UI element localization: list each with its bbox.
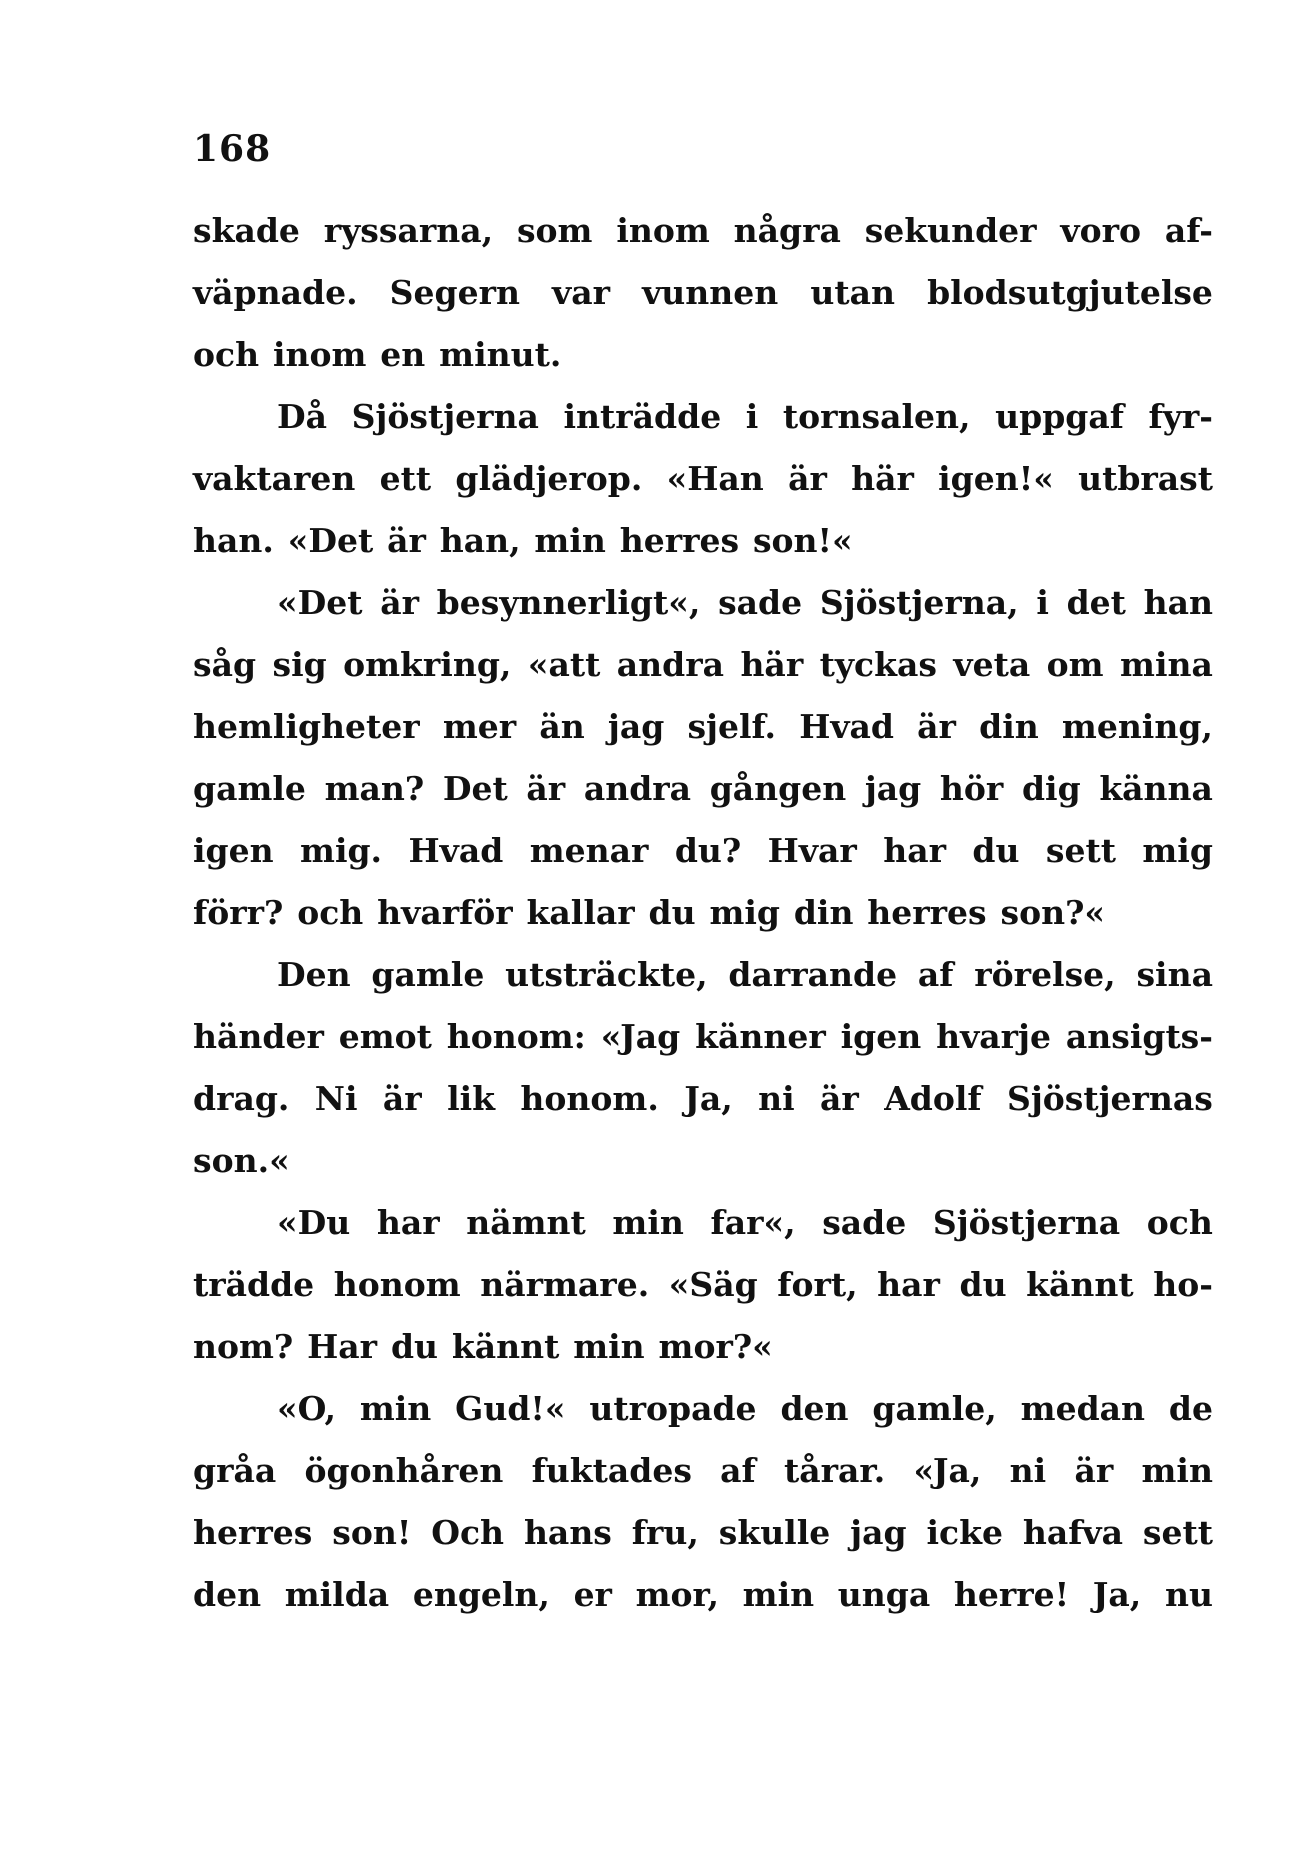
text-line: [193, 1130, 1213, 1192]
text-word: nom?: [193, 1327, 294, 1366]
text-word: tårar.: [783, 1451, 886, 1490]
text-word: son!: [332, 1513, 412, 1552]
text-word: här: [740, 645, 804, 684]
text-word: är: [1074, 1451, 1114, 1490]
text-word: förr?: [193, 893, 284, 932]
text-word: en: [380, 335, 426, 374]
text-word: mig: [1142, 831, 1213, 870]
text-word: besynnerligt«,: [436, 583, 701, 622]
text-word: Gud!«: [455, 1389, 566, 1428]
text-line: [193, 1564, 1213, 1626]
text-word: jag: [850, 1513, 907, 1552]
text-word: herres: [619, 521, 740, 560]
text-word: andra: [616, 645, 724, 684]
text-word: de: [1168, 1389, 1213, 1428]
text-word: om: [1046, 645, 1104, 684]
text-word: ho-: [1153, 1265, 1213, 1304]
text-word: ett: [379, 459, 432, 498]
text-word: sig: [272, 645, 327, 684]
text-word: jag: [607, 707, 665, 746]
text-word: Sjöstjerna: [932, 1203, 1121, 1242]
text-line: [193, 696, 1213, 758]
text-word: den: [780, 1389, 849, 1428]
text-word: är: [387, 521, 426, 560]
text-line: [193, 634, 1213, 696]
text-word: gamle,: [872, 1389, 997, 1428]
text-word: igen!«: [938, 459, 1054, 498]
text-word: och: [193, 335, 260, 374]
text-word: Det: [442, 769, 508, 808]
text-word: det: [1066, 583, 1126, 622]
text-word: inom: [272, 335, 367, 374]
text-word: sina: [1136, 955, 1213, 994]
text-word: du: [972, 831, 1020, 870]
text-word: väpnade.: [193, 273, 358, 312]
text-line: [193, 1502, 1213, 1564]
text-word: han,: [439, 521, 521, 560]
text-word: ansigts-: [1065, 1017, 1213, 1056]
text-word: «Ja,: [913, 1451, 982, 1490]
text-word: inträdde: [563, 397, 722, 436]
text-word: veta: [953, 645, 1031, 684]
text-line: [193, 324, 1213, 386]
text-word: af: [917, 955, 954, 994]
text-word: er: [573, 1575, 612, 1614]
text-word: af: [720, 1451, 756, 1490]
text-word: din: [979, 707, 1039, 746]
text-word: gamle: [193, 769, 306, 808]
text-word: blodsutgjutelse: [927, 273, 1213, 312]
text-word: Har: [307, 1327, 378, 1366]
text-word: Segern: [389, 273, 520, 312]
text-word: far«,: [710, 1203, 796, 1242]
text-word: jag: [864, 769, 922, 808]
text-word: min: [534, 521, 606, 560]
text-word: herre!: [953, 1575, 1070, 1614]
text-word: unga: [837, 1575, 931, 1614]
text-word: Adolf: [884, 1079, 982, 1118]
text-line: [193, 1378, 1213, 1440]
text-word: darrande: [728, 955, 898, 994]
text-word: dig: [1021, 769, 1081, 808]
text-word: trädde: [193, 1265, 315, 1304]
text-word: har: [883, 831, 946, 870]
text-word: nämnt: [466, 1203, 586, 1242]
text-word: Och: [431, 1513, 505, 1552]
text-word: mer: [442, 707, 517, 746]
text-word: utropade: [589, 1389, 757, 1428]
text-word: uppgaf: [995, 397, 1124, 436]
text-word: Ja,: [1092, 1575, 1142, 1614]
text-word: kallar: [526, 893, 635, 932]
text-word: «Jag: [600, 1017, 681, 1056]
text-word: «Det: [287, 521, 374, 560]
text-word: hafva: [1022, 1513, 1123, 1552]
text-word: vaktaren: [193, 459, 356, 498]
text-word: som: [516, 211, 593, 250]
text-line: [193, 1440, 1213, 1502]
text-word: sjelf.: [687, 707, 777, 746]
text-word: min: [1141, 1451, 1213, 1490]
text-word: han.: [193, 521, 274, 560]
text-word: Hvad: [408, 831, 504, 870]
text-word: mor?«: [658, 1327, 773, 1366]
text-word: några: [733, 211, 841, 250]
text-word: den: [193, 1575, 262, 1614]
text-word: är: [382, 1079, 422, 1118]
text-line: [193, 820, 1213, 882]
text-word: ni: [758, 1079, 795, 1118]
text-word: «Säg: [668, 1265, 758, 1304]
text-word: «att: [527, 645, 601, 684]
text-line: [193, 1316, 1213, 1378]
text-word: engeln,: [412, 1575, 550, 1614]
text-word: han: [1143, 583, 1213, 622]
text-word: menar: [529, 831, 649, 870]
text-line: [193, 262, 1213, 324]
text-word: skade: [193, 211, 300, 250]
text-word: skulle: [718, 1513, 831, 1552]
text-word: honom:: [446, 1017, 586, 1056]
text-word: du: [648, 893, 696, 932]
text-word: hvarför: [377, 893, 513, 932]
text-line: [193, 386, 1213, 448]
text-word: emot: [338, 1017, 432, 1056]
text-word: glädjerop.: [455, 459, 643, 498]
text-word: hör: [939, 769, 1004, 808]
text-word: min: [359, 1389, 432, 1428]
text-word: ryssarna,: [323, 211, 494, 250]
text-word: son!«: [752, 521, 853, 560]
text-word: och: [297, 893, 364, 932]
text-word: hemligheter: [193, 707, 420, 746]
text-word: «Det: [277, 583, 363, 622]
text-word: sett: [1045, 831, 1116, 870]
text-line: [193, 758, 1213, 820]
text-line: [193, 1068, 1213, 1130]
text-word: Ja,: [684, 1079, 733, 1118]
text-word: händer: [193, 1017, 324, 1056]
text-word: och: [1146, 1203, 1213, 1242]
text-word: fuktades: [531, 1451, 692, 1490]
text-word: minut.: [439, 335, 562, 374]
text-word: son?«: [1000, 893, 1106, 932]
text-word: sett: [1142, 1513, 1213, 1552]
text-word: har: [877, 1265, 940, 1304]
body-text: [193, 200, 1213, 1626]
text-word: herres: [867, 893, 987, 932]
text-word: Hvar: [767, 831, 857, 870]
text-word: fort,: [777, 1265, 858, 1304]
text-word: är: [788, 459, 827, 498]
text-word: medan: [1020, 1389, 1146, 1428]
text-word: Sjöstjernas: [1007, 1079, 1213, 1118]
text-word: omkring,: [343, 645, 512, 684]
text-word: fru,: [631, 1513, 699, 1552]
text-word: såg: [193, 645, 257, 684]
text-word: är: [820, 1079, 859, 1118]
text-word: icke: [926, 1513, 1003, 1552]
text-word: har: [376, 1203, 440, 1242]
text-word: Då: [277, 397, 327, 436]
text-word: gamle: [371, 955, 485, 994]
text-word: utsträckte,: [505, 955, 708, 994]
text-line: [193, 1254, 1213, 1316]
text-word: är: [526, 769, 566, 808]
text-word: är: [380, 583, 419, 622]
text-line: [193, 1192, 1213, 1254]
text-word: i: [1036, 583, 1049, 622]
text-word: min: [742, 1575, 815, 1614]
text-word: igen: [840, 1017, 922, 1056]
text-line: [193, 882, 1213, 944]
text-word: din: [793, 893, 854, 932]
text-word: sade: [822, 1203, 907, 1242]
text-word: ögonhåren: [304, 1451, 504, 1490]
text-word: var: [552, 273, 610, 312]
text-word: honom: [333, 1265, 461, 1304]
text-word: vunnen: [642, 273, 779, 312]
text-word: inom: [616, 211, 710, 250]
text-line: [193, 200, 1213, 262]
text-word: Hvad: [799, 707, 894, 746]
text-word: man?: [324, 769, 425, 808]
text-word: mig.: [300, 831, 383, 870]
text-line: [193, 944, 1213, 1006]
text-word: andra: [583, 769, 692, 808]
page-number: 168: [193, 128, 272, 170]
text-word: tyckas: [819, 645, 937, 684]
text-word: gråa: [193, 1451, 277, 1490]
text-word: milda: [284, 1575, 390, 1614]
text-word: ni: [1009, 1451, 1047, 1490]
text-word: «Du: [277, 1203, 351, 1242]
text-word: du?: [674, 831, 742, 870]
text-word: voro: [1060, 211, 1142, 250]
text-word: lik: [447, 1079, 495, 1118]
text-word: här: [851, 459, 914, 498]
text-word: son.«: [193, 1141, 290, 1180]
text-word: mig: [709, 893, 780, 932]
text-word: nu: [1164, 1575, 1213, 1614]
text-word: än: [539, 707, 585, 746]
text-word: herres: [193, 1513, 313, 1552]
text-word: Sjöstjerna,: [819, 583, 1019, 622]
text-word: hans: [523, 1513, 612, 1552]
text-word: utbrast: [1078, 459, 1213, 498]
text-line: [193, 448, 1213, 510]
text-word: sade: [718, 583, 803, 622]
text-word: gången: [709, 769, 847, 808]
text-word: fyr-: [1148, 397, 1213, 436]
text-line: [193, 1006, 1213, 1068]
text-word: hvarje: [936, 1017, 1051, 1056]
text-word: honom.: [520, 1079, 659, 1118]
text-word: drag.: [193, 1079, 290, 1118]
text-word: utan: [810, 273, 895, 312]
text-word: mening,: [1061, 707, 1213, 746]
text-word: af-: [1164, 211, 1213, 250]
text-word: «O,: [277, 1389, 336, 1428]
text-word: min: [573, 1327, 645, 1366]
text-word: närmare.: [480, 1265, 650, 1304]
text-word: min: [612, 1203, 684, 1242]
text-word: mina: [1120, 645, 1213, 684]
text-word: Ni: [314, 1079, 358, 1118]
text-word: du: [959, 1265, 1007, 1304]
text-word: rörelse,: [974, 955, 1116, 994]
text-word: du: [390, 1327, 439, 1366]
text-word: känner: [695, 1017, 826, 1056]
text-word: igen: [193, 831, 274, 870]
text-word: mor,: [635, 1575, 720, 1614]
text-word: kännt: [451, 1327, 560, 1366]
text-word: Den: [277, 955, 351, 994]
text-word: i: [745, 397, 759, 436]
text-line: [193, 510, 1213, 572]
text-word: «Han: [666, 459, 764, 498]
text-word: känna: [1099, 769, 1213, 808]
text-line: [193, 572, 1213, 634]
text-word: tornsalen,: [782, 397, 971, 436]
text-word: är: [917, 707, 956, 746]
text-word: kännt: [1026, 1265, 1134, 1304]
text-word: Sjöstjerna: [351, 397, 539, 436]
text-word: sekunder: [864, 211, 1037, 250]
